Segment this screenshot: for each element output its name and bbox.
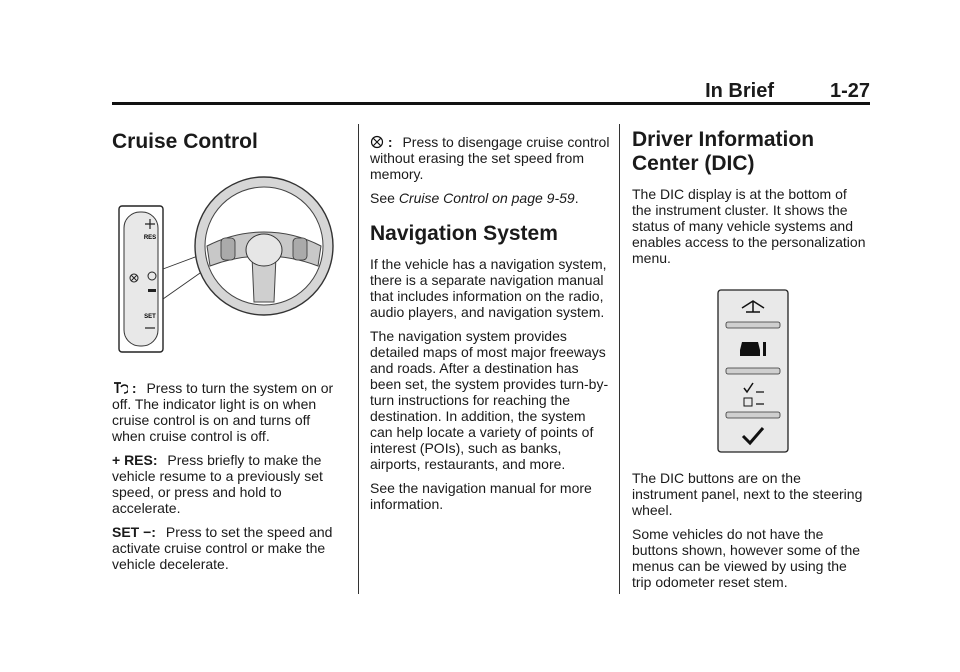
set-paragraph: [112, 524, 346, 572]
button-divider: [726, 368, 780, 374]
dic-heading-line1: Driver Information: [632, 128, 815, 151]
dic-buttons-illustration: [716, 288, 790, 454]
header-rule: [112, 102, 870, 105]
column-divider: [619, 124, 620, 594]
button-divider: [726, 412, 780, 418]
cruise-control-reference-link[interactable]: Cruise Control on page 9‑59: [398, 190, 575, 206]
nav-paragraph-3: See the navigation manual for more information.: [370, 480, 592, 512]
set-label-text: SET −:: [112, 524, 156, 540]
dic-heading-line2: Center (DIC): [632, 152, 755, 175]
nav-paragraph-1: If the vehicle has a navigation system, there is a separate navigation manual that includes information on the radio, audio players, and navigation system.: [370, 256, 607, 320]
airbag-hub: [246, 234, 282, 266]
dic-paragraph-2: The DIC buttons are on the instrument panel, next to the steering wheel.: [632, 470, 863, 518]
see-suffix: .: [574, 190, 579, 206]
column-dic: [632, 124, 870, 590]
right-switch-pad: [293, 238, 307, 260]
see-prefix: See: [370, 190, 395, 206]
res-paragraph: [112, 452, 346, 516]
column-divider: [358, 124, 359, 594]
set-label: SET: [144, 314, 156, 320]
cruise-on-off-icon: [112, 381, 128, 395]
cancel-icon: [370, 135, 384, 149]
on-off-text: Press to turn the system on or off. The indicator light is on when cruise control is on and turns off when cruise control is off.: [112, 380, 334, 444]
on-off-label: :: [131, 380, 137, 396]
dic-lower-text: [632, 470, 870, 598]
cruise-body: [112, 380, 346, 580]
page-number: 1-27: [829, 80, 870, 102]
nav-paragraph-2: The navigation system provides detailed maps of most major freeways and roads. After a destination has been set, the system provides turn-by-turn instructions for reaching the destination. In addition, the system can help locate a variety of points of interest (POIs), such as banks, airports, restaurants, and more.: [370, 328, 609, 472]
vehicle-info-icon: [740, 342, 760, 356]
control-pad: [124, 212, 158, 346]
dic-paragraph-1: The DIC display is at the bottom of the instrument cluster. It shows the status of many vehicle systems and enables access to the personalization menu.: [632, 186, 866, 266]
see-cruise-paragraph: [370, 190, 610, 206]
navigation-system-heading: Navigation System: [370, 222, 558, 245]
column-cruise-control: [112, 124, 346, 572]
dic-paragraph-3: Some vehicles do not have the buttons shown, however some of the menus can be viewed by using the trip odometer reset stem.: [632, 526, 861, 590]
cancel-label: :: [387, 134, 393, 150]
cancel-text: Press to disengage cruise control without erasing the set speed from memory.: [370, 134, 610, 182]
cancel-paragraph: [370, 134, 610, 182]
res-text: Press briefly to make the vehicle resume to a previously set speed, or press and hold to accelerate.: [112, 452, 323, 516]
button-divider: [726, 322, 780, 328]
steering-wheel-controls-illustration: [112, 174, 346, 356]
vehicle-info-i: [763, 342, 766, 356]
column-navigation: [370, 124, 610, 520]
res-label-text: + RES:: [112, 452, 158, 468]
res-label: RES: [143, 235, 157, 241]
section-title: In Brief: [705, 80, 774, 102]
set-text: Press to set the speed and activate cruise control or make the vehicle decelerate.: [112, 524, 333, 572]
cruise-control-heading: Cruise Control: [112, 130, 258, 153]
minus-bar-icon: [148, 289, 156, 292]
on-off-paragraph: [112, 380, 346, 444]
left-switch-pad: [221, 238, 235, 260]
